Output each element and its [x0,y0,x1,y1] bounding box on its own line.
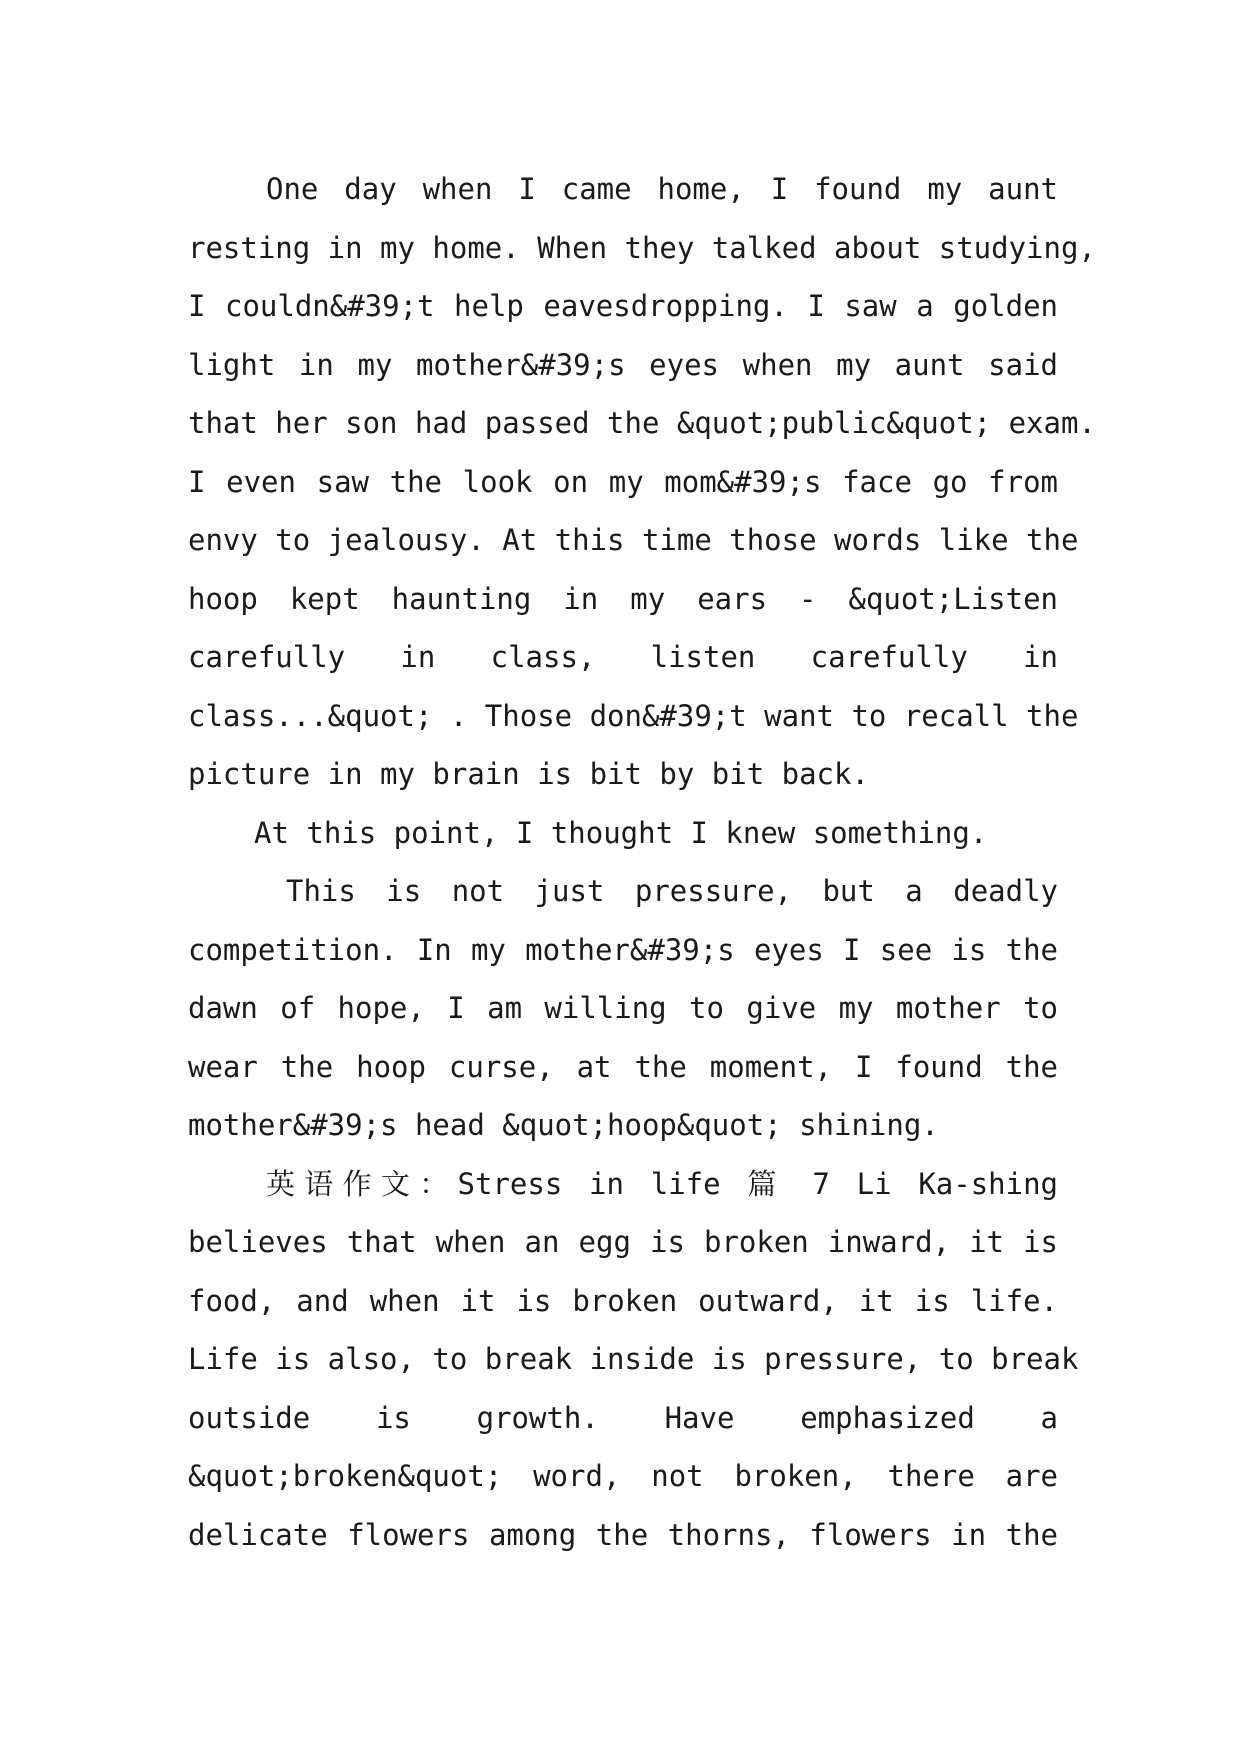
text-line: I even saw the look on my mom&#39;s face go from [188,464,1058,499]
text-line: I couldn&#39;t help eavesdropping. I saw a golden [188,289,1058,323]
text-line: wear the hoop curse, at the moment, I found the [188,1049,1058,1084]
text-line: delicate flowers among the thorns, flowers in the [188,1517,1058,1552]
body-text [188,160,1096,1564]
text-line: outside is growth. Have emphasized a [188,1400,1058,1435]
text-line: believes that when an egg is broken inward, it is [188,1225,1058,1259]
text-line: envy to jealousy. At this time those words like the [188,523,1079,557]
text-line: resting in my home. When they talked about studying, [188,230,1096,265]
text-line: 英语作文：Stress in life 篇 7 Li Ka-shing [266,1166,1058,1201]
text-line: &quot;broken&quot; word, not broken, there are [188,1459,1058,1493]
text-line: light in my mother&#39;s eyes when my aunt said [188,347,1058,382]
text-line: class...&quot; . Those don&#39;t want to recall the [188,698,1079,733]
text-line: Life is also, to break inside is pressure, to break [188,1342,1079,1376]
text-line: carefully in class, listen carefully in [188,640,1058,674]
text-line: that her son had passed the &quot;public&quot; exam. [188,406,1096,440]
text-line: This is not just pressure, but a deadly [286,874,1058,908]
text-line: mother&#39;s head &quot;hoop&quot; shining. [188,1108,939,1142]
text-line: At this point, I thought I knew something. [254,815,988,850]
text-line: dawn of hope, I am willing to give my mother to [188,991,1058,1025]
text-line: picture in my brain is bit by bit back. [188,757,869,791]
text-line: competition. In my mother&#39;s eyes I see is the [188,932,1058,967]
text-line: hoop kept haunting in my ears - &quot;Listen [188,581,1058,616]
text-line: One day when I came home, I found my aunt [266,172,1058,206]
text-line: food, and when it is broken outward, it is life. [188,1283,1058,1318]
